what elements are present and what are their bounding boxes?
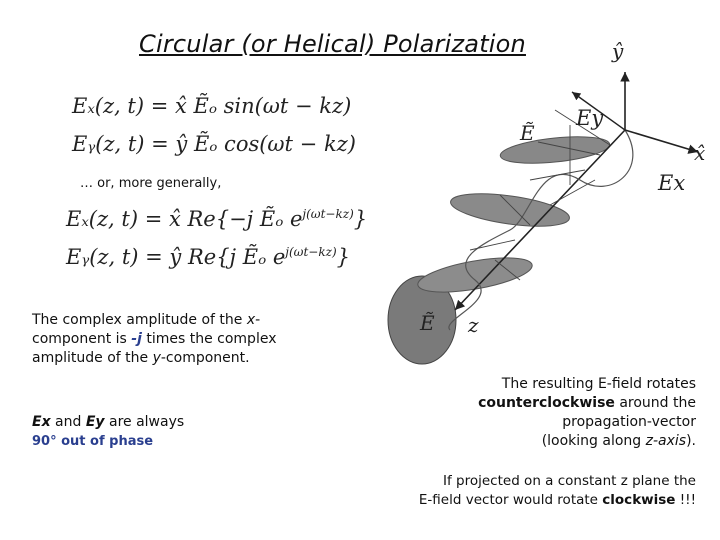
e-vector-label-top: Ẽ xyxy=(520,121,535,145)
complex-amplitude-note: The complex amplitude of the x-component is -j times the complex amplitude of the y-component. xyxy=(32,312,277,366)
e-vector-label-bottom: Ẽ xyxy=(420,311,435,335)
slide-title: Circular (or Helical) Polarization xyxy=(139,30,526,58)
helix-diagram xyxy=(380,30,720,380)
equation-ex: Eₓ(z, t) = x̂ Ẽₒ sin(ωt − kz) xyxy=(72,94,352,118)
x-hat-label: x̂ xyxy=(694,141,706,165)
x-axis xyxy=(625,130,698,152)
phase-value: 90° out of phase xyxy=(32,434,154,449)
more-generally-text: … or, more generally, xyxy=(80,176,222,191)
equation-ex-general: Eₓ(z, t) = x̂ Re{−j Ẽₒ $e^{j(\omega t-kz)}$} xyxy=(66,207,368,231)
equation-ey: Eᵧ(z, t) = ŷ Ẽₒ cos(ωt − kz) xyxy=(72,132,356,156)
ex-label: Ex xyxy=(658,171,686,195)
equation-ey-general: Eᵧ(z, t) = ŷ Re{j Ẽₒ $e^{j(\omega t-kz)}$} xyxy=(66,245,350,269)
field-disk-2 xyxy=(449,188,572,232)
phase-note: Ex and Ey are always 90° out of phase xyxy=(32,414,185,449)
rotation-description: The resulting E-field rotates counterclockwise around the propagation-vector (looking along z-axis). xyxy=(478,376,696,449)
z-label: z xyxy=(468,313,479,337)
projection-note: If projected on a constant z plane the E-field vector would rotate clockwise !!! xyxy=(418,473,696,508)
ey-label: Ey xyxy=(576,106,604,130)
field-disk-1 xyxy=(415,251,534,299)
y-hat-label: ŷ xyxy=(612,39,624,63)
